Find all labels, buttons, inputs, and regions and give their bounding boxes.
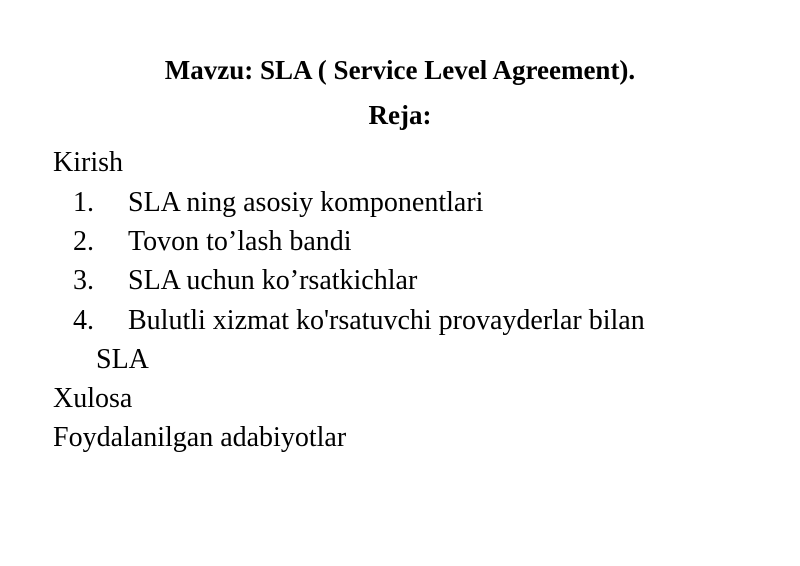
references-line: Foydalanilgan adabiyotlar xyxy=(53,422,347,453)
list-item-text: Tovon to’lash bandi xyxy=(128,226,352,257)
list-item-number: 3. xyxy=(73,265,94,296)
list-item xyxy=(73,262,417,300)
list-item-number: 4. xyxy=(73,305,94,336)
list-item-number: 1. xyxy=(73,187,94,218)
list-item-text: SLA uchun ko’rsatkichlar xyxy=(128,265,418,296)
list-item-continuation: SLA xyxy=(96,344,149,375)
list-item xyxy=(73,223,352,261)
intro-line: Kirish xyxy=(53,147,123,178)
conclusion-line: Xulosa xyxy=(53,383,133,414)
list-item xyxy=(73,184,483,222)
list-item-text: Bulutli xizmat ko'rsatuvchi provayderlar bilan xyxy=(128,305,645,336)
list-item-number: 2. xyxy=(73,226,94,257)
slide-title: Mavzu: SLA ( Service Level Agreement). xyxy=(164,55,636,85)
plan-heading: Reja: xyxy=(368,100,432,130)
list-item xyxy=(73,302,645,340)
list-item-text: SLA ning asosiy komponentlari xyxy=(128,187,484,218)
